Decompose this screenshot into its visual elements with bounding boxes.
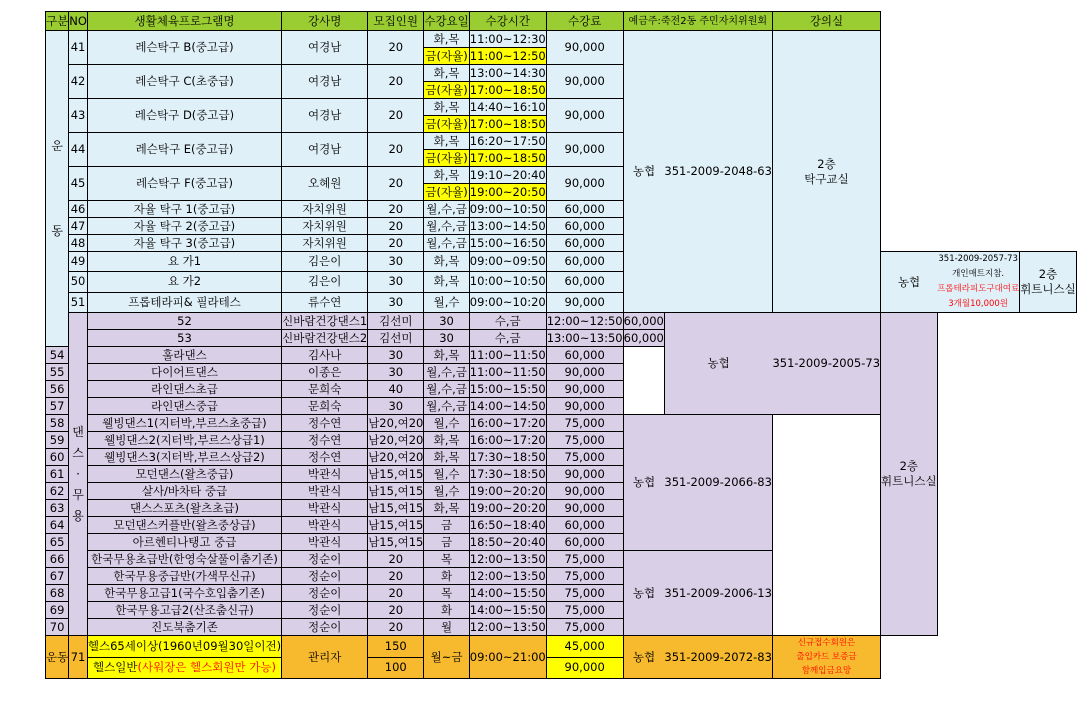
header-capacity: 모집인원 bbox=[368, 12, 424, 31]
cell-program: 레슨탁구 C(초중급) bbox=[87, 65, 281, 99]
cell-no: 45 bbox=[69, 167, 88, 201]
category-char: 동 bbox=[51, 223, 63, 238]
gym-note: 신규접수회원은 bbox=[797, 638, 856, 648]
cell-days: 월,수,금 bbox=[424, 364, 469, 381]
cell-no: 62 bbox=[46, 483, 69, 500]
cell-capacity: 20 bbox=[368, 551, 424, 568]
cell-fee: 90,000 bbox=[546, 483, 623, 500]
cell-instructor: 자치위원 bbox=[282, 218, 368, 235]
cell-fee: 90,000 bbox=[546, 292, 623, 312]
cell-instructor: 정수연 bbox=[282, 415, 368, 432]
cell-days: 화,목 bbox=[424, 99, 469, 116]
cell-time: 17:30~18:50 bbox=[469, 466, 546, 481]
cell-capacity: 20 bbox=[368, 99, 424, 133]
cell-time: 11:00~11:50 bbox=[469, 347, 546, 362]
room-name: 휘트니스실 bbox=[1020, 282, 1076, 296]
cell-capacity: 20 bbox=[368, 585, 424, 602]
cell-time: 12:00~12:50 bbox=[546, 313, 623, 328]
cell-fee: 60,000 bbox=[546, 235, 623, 252]
cell-program: 레슨탁구 F(중고급) bbox=[87, 167, 281, 201]
cell-time: 18:50~20:40 bbox=[469, 534, 546, 549]
cell-days: 화,목 bbox=[424, 133, 469, 150]
cell-time-self: 17:00~18:50 bbox=[469, 116, 546, 131]
cell-bank: 농협 bbox=[881, 252, 938, 313]
cell-no: 41 bbox=[69, 31, 88, 65]
cell-instructor: 자치위원 bbox=[282, 235, 368, 252]
cell-fee: 60,000 bbox=[546, 272, 623, 292]
cell-instructor: 정순이 bbox=[282, 619, 368, 636]
cell-capacity: 20 bbox=[368, 31, 424, 65]
cell-program: 살사/바차타 중급 bbox=[87, 483, 281, 500]
cell-no: 64 bbox=[46, 517, 69, 534]
cell-fee: 90,000 bbox=[546, 364, 623, 381]
cell-program: 프롭테라피& 필라테스 bbox=[87, 292, 281, 312]
cell-program: 레슨탁구 B(중고급) bbox=[87, 31, 281, 65]
note-rental-fee: 3개월10,000원 bbox=[948, 299, 1009, 309]
cell-fee: 60,000 bbox=[623, 330, 664, 345]
cell-time: 16:50~18:40 bbox=[469, 517, 546, 532]
cell-time-self: 19:00~20:50 bbox=[469, 184, 546, 199]
cell-fee: 60,000 bbox=[623, 313, 664, 328]
cell-fee: 75,000 bbox=[546, 619, 623, 636]
cell-days: 화 bbox=[424, 568, 469, 585]
category-char: 댄 bbox=[72, 424, 84, 439]
cell-bank: 농협 bbox=[623, 31, 664, 313]
table-row bbox=[46, 99, 1077, 116]
cell-program: 댄스스포츠(왈츠초급) bbox=[87, 500, 281, 517]
cell-capacity: 20 bbox=[368, 133, 424, 167]
table-row bbox=[46, 65, 1077, 82]
cell-instructor: 자치위원 bbox=[282, 201, 368, 218]
cell-capacity: 남20,여20 bbox=[368, 432, 424, 447]
cell-days: 화 bbox=[424, 602, 469, 619]
table-row bbox=[46, 167, 1077, 184]
cell-program: 신바람건강댄스2 bbox=[282, 330, 368, 345]
cell-days: 월,수,금 bbox=[424, 201, 469, 218]
cell-days: 금 bbox=[424, 534, 469, 551]
cell-time: 19:00~20:20 bbox=[469, 483, 546, 498]
cell-time: 14:40~16:10 bbox=[469, 99, 546, 114]
room-floor: 2층 bbox=[817, 156, 836, 171]
cell-no: 49 bbox=[69, 252, 88, 272]
cell-time: 13:00~14:50 bbox=[469, 218, 546, 233]
cell-instructor: 김선미 bbox=[368, 313, 424, 330]
cell-fee: 60,000 bbox=[546, 517, 623, 534]
room-name: 휘트니스실 bbox=[881, 474, 937, 488]
table-row bbox=[46, 235, 1077, 252]
cell-time: 13:00~14:30 bbox=[469, 65, 546, 80]
cell-instructor: 정순이 bbox=[282, 585, 368, 602]
cell-program: 레슨탁구 E(중고급) bbox=[87, 133, 281, 167]
cell-instructor: 박관식 bbox=[282, 517, 368, 534]
cell-days: 월,수 bbox=[424, 466, 469, 483]
cell-days: 화,목 bbox=[424, 65, 469, 82]
table-row-gym bbox=[46, 636, 1077, 658]
cell-program: 자율 탁구 2(중고급) bbox=[87, 218, 281, 235]
cell-no: 58 bbox=[46, 415, 69, 432]
cell-capacity: 20 bbox=[368, 201, 424, 218]
cell-no: 66 bbox=[46, 551, 69, 568]
gym-note: 함께입금요망 bbox=[801, 666, 852, 676]
cell-instructor: 여경남 bbox=[282, 31, 368, 65]
cell-capacity: 40 bbox=[368, 381, 424, 398]
gym-general-label: 헬스일반 bbox=[93, 660, 138, 675]
table-row bbox=[46, 31, 1077, 48]
cell-days: 월,수 bbox=[424, 292, 469, 312]
cell-days: 월,수,금 bbox=[424, 381, 469, 398]
cell-days: 월 bbox=[424, 619, 469, 636]
cell-fee: 75,000 bbox=[546, 602, 623, 619]
cell-time-self: 17:00~18:50 bbox=[469, 82, 546, 97]
header-program: 생활체육프로그램명 bbox=[87, 12, 281, 31]
cell-instructor: 김선미 bbox=[368, 330, 424, 347]
note-rental: 프롭테라피도구대여료 bbox=[937, 284, 1020, 294]
table-row bbox=[46, 252, 1077, 272]
cell-account: 351-2009-2006-13 bbox=[664, 551, 772, 636]
cell-days: 목 bbox=[424, 585, 469, 602]
cell-room bbox=[1020, 252, 1077, 313]
cell-time: 12:00~13:50 bbox=[469, 619, 546, 634]
cell-bank: 농협 bbox=[664, 313, 772, 415]
cell-program: 모던댄스(왈츠중급) bbox=[87, 466, 281, 483]
cell-account: 351-2009-2072-83 bbox=[664, 636, 772, 679]
cell-program: 요 가1 bbox=[87, 252, 281, 272]
cell-time: 12:00~13:50 bbox=[469, 568, 546, 583]
cell-days: 화,목 bbox=[424, 432, 469, 449]
cell-capacity: 20 bbox=[368, 218, 424, 235]
cell-no: 54 bbox=[46, 347, 69, 364]
cell-capacity: 20 bbox=[368, 619, 424, 636]
cell-fee: 60,000 bbox=[546, 218, 623, 235]
cell-fee: 90,000 bbox=[546, 99, 623, 133]
cell-instructor: 정수연 bbox=[282, 432, 368, 449]
cell-fee: 90,000 bbox=[546, 381, 623, 398]
cell-program: 신바람건강댄스1 bbox=[282, 313, 368, 328]
cell-time: 17:30~18:50 bbox=[469, 449, 546, 464]
cell-time: 11:00~12:30 bbox=[469, 31, 546, 46]
cell-days: 수,금 bbox=[469, 330, 546, 347]
cell-capacity: 남20,여20 bbox=[368, 415, 424, 430]
cell-program: 한국무용중급반(가색무신규) bbox=[87, 568, 281, 585]
cell-bank: 농협 bbox=[623, 636, 664, 679]
category-char: · bbox=[76, 466, 80, 481]
cell-capacity: 30 bbox=[368, 252, 424, 272]
category-char: 무 bbox=[72, 487, 84, 502]
cell-no: 67 bbox=[46, 568, 69, 585]
cell-time: 09:00~21:00 bbox=[469, 636, 546, 679]
cell-program: 모던댄스커플반(왈츠중상급) bbox=[87, 517, 281, 534]
cell-days: 금 bbox=[424, 517, 469, 534]
cell-days: 월,수 bbox=[424, 415, 469, 432]
cell-days: 화,목 bbox=[424, 167, 469, 184]
cell-account: 351-2009-2048-63 bbox=[664, 31, 772, 313]
cell-capacity: 30 bbox=[424, 330, 469, 347]
cell-days: 목 bbox=[424, 551, 469, 568]
cell-fee: 60,000 bbox=[546, 201, 623, 218]
cell-no: 47 bbox=[69, 218, 88, 235]
cell-no: 55 bbox=[46, 364, 69, 381]
cell-instructor: 정수연 bbox=[282, 449, 368, 466]
cell-days: 월~금 bbox=[424, 636, 469, 679]
cell-instructor: 김은이 bbox=[282, 252, 368, 272]
cell-capacity: 30 bbox=[424, 313, 469, 330]
cell-program: 라인댄스중급 bbox=[87, 398, 281, 415]
cell-days: 화,목 bbox=[424, 272, 469, 292]
cell-no: 53 bbox=[87, 330, 281, 347]
cell-instructor: 여경남 bbox=[282, 65, 368, 99]
cell-instructor: 김은이 bbox=[282, 272, 368, 292]
table-row bbox=[46, 133, 1077, 150]
cell-time: 16:20~17:50 bbox=[469, 133, 546, 148]
cell-no: 50 bbox=[69, 272, 88, 292]
cell-account: 351-2009-2066-83 bbox=[664, 415, 772, 551]
cell-time: 13:00~13:50 bbox=[546, 330, 623, 345]
cell-instructor: 여경남 bbox=[282, 133, 368, 167]
cell-instructor: 김사나 bbox=[282, 347, 368, 364]
cell-bank: 농협 bbox=[623, 551, 664, 636]
cell-capacity: 30 bbox=[368, 398, 424, 415]
cell-capacity: 30 bbox=[368, 364, 424, 381]
cell-no: 69 bbox=[46, 602, 69, 619]
cell-days: 화,목 bbox=[424, 449, 469, 466]
cell-program: 자율 탁구 1(중고급) bbox=[87, 201, 281, 218]
cell-fee: 60,000 bbox=[546, 252, 623, 272]
cell-instructor: 박관식 bbox=[282, 483, 368, 500]
cell-program: 한국무용고급1(국수호입춤기존) bbox=[87, 585, 281, 602]
cell-no: 61 bbox=[46, 466, 69, 483]
cell-time: 09:00~10:50 bbox=[469, 201, 546, 216]
cell-days: 월,수,금 bbox=[424, 398, 469, 415]
cell-time: 10:00~10:50 bbox=[469, 272, 546, 292]
cell-time: 19:00~20:20 bbox=[469, 500, 546, 515]
cell-fee: 90,000 bbox=[546, 657, 623, 679]
cell-time-self: 11:00~12:50 bbox=[469, 48, 546, 63]
header-deposit: 예금주:죽전2동 주민자치위원회 bbox=[623, 12, 772, 31]
cell-fee: 90,000 bbox=[546, 466, 623, 483]
cell-time: 15:00~15:50 bbox=[469, 381, 546, 396]
cell-fee: 75,000 bbox=[546, 415, 623, 432]
cell-fee: 75,000 bbox=[546, 585, 623, 602]
cell-no: 48 bbox=[69, 235, 88, 252]
cell-fee: 90,000 bbox=[546, 398, 623, 415]
cell-days: 화,목 bbox=[424, 252, 469, 272]
cell-days: 화,목 bbox=[424, 500, 469, 517]
header-time: 수강시간 bbox=[469, 12, 546, 31]
cell-capacity: 20 bbox=[368, 602, 424, 619]
cell-days-self: 금(자율) bbox=[425, 116, 468, 131]
cell-program: 레슨탁구 D(중고급) bbox=[87, 99, 281, 133]
category-gym: 운동 bbox=[46, 636, 69, 679]
cell-no: 63 bbox=[46, 500, 69, 517]
cell-fee: 90,000 bbox=[546, 500, 623, 517]
cell-program: 웰빙댄스1(지터박,부르스초중급) bbox=[87, 415, 281, 432]
cell-no: 56 bbox=[46, 381, 69, 398]
cell-program: 웰빙댄스3(지터박,부르스상급2) bbox=[87, 449, 281, 466]
cell-days-self: 금(자율) bbox=[425, 150, 468, 165]
cell-fee: 75,000 bbox=[546, 568, 623, 585]
cell-capacity: 30 bbox=[368, 292, 424, 312]
cell-capacity: 남15,여15 bbox=[368, 500, 424, 515]
cell-days: 수,금 bbox=[469, 313, 546, 330]
header-room: 강의실 bbox=[772, 12, 880, 31]
cell-no: 42 bbox=[69, 65, 88, 99]
cell-days: 월,수 bbox=[424, 483, 469, 500]
cell-program: 요 가2 bbox=[87, 272, 281, 292]
cell-time: 16:00~17:20 bbox=[469, 415, 546, 430]
cell-no: 57 bbox=[46, 398, 69, 415]
cell-instructor: 박관식 bbox=[282, 534, 368, 551]
cell-days-self: 금(자율) bbox=[425, 82, 468, 97]
category-char: 스 bbox=[72, 445, 84, 460]
account-number: 351-2009-2057-73 bbox=[938, 254, 1018, 264]
cell-no: 60 bbox=[46, 449, 69, 466]
cell-time: 09:00~09:50 bbox=[469, 252, 546, 272]
cell-no: 51 bbox=[69, 292, 88, 312]
cell-days: 화,목 bbox=[424, 347, 469, 364]
note-mat: 개인매트지참. bbox=[952, 269, 1005, 279]
cell-program bbox=[87, 657, 281, 679]
category-gap bbox=[46, 154, 68, 224]
gym-shower-note: (사워장은 헬스회원만 가능) bbox=[137, 660, 276, 675]
category-dance bbox=[69, 313, 88, 636]
cell-account: 351-2009-2005-73 bbox=[772, 313, 880, 415]
cell-time: 09:00~10:20 bbox=[469, 292, 546, 312]
cell-capacity: 20 bbox=[368, 235, 424, 252]
cell-room bbox=[772, 31, 880, 313]
cell-fee: 75,000 bbox=[546, 449, 623, 466]
table-row-gym-sub bbox=[46, 657, 1077, 679]
cell-no: 43 bbox=[69, 99, 88, 133]
cell-days-self: 금(자율) bbox=[425, 48, 468, 63]
category-char: 운 bbox=[51, 138, 63, 153]
cell-time: 14:00~15:50 bbox=[469, 602, 546, 617]
cell-bank: 농협 bbox=[623, 415, 664, 551]
cell-time-self: 17:00~18:50 bbox=[469, 150, 546, 165]
cell-gym-notes bbox=[772, 636, 880, 679]
cell-instructor: 류수연 bbox=[282, 292, 368, 312]
cell-fee: 60,000 bbox=[546, 534, 623, 551]
cell-capacity: 30 bbox=[368, 347, 424, 364]
cell-days-self: 금(자율) bbox=[425, 184, 468, 199]
cell-days: 월,수,금 bbox=[424, 218, 469, 235]
header-instructor: 강사명 bbox=[282, 12, 368, 31]
cell-program: 웰빙댄스2(지터박,부르스상급1) bbox=[87, 432, 281, 449]
cell-program: 한국무용초급반(한영숙살풀이춤기존) bbox=[87, 551, 281, 568]
cell-no: 59 bbox=[46, 432, 69, 449]
cell-capacity: 20 bbox=[368, 167, 424, 201]
cell-instructor: 문희숙 bbox=[282, 381, 368, 398]
cell-days: 월,수,금 bbox=[424, 235, 469, 252]
cell-instructor: 문희숙 bbox=[282, 398, 368, 415]
cell-time: 12:00~13:50 bbox=[469, 551, 546, 566]
cell-capacity: 남20,여20 bbox=[368, 449, 424, 464]
cell-no: 68 bbox=[46, 585, 69, 602]
category-char: 용 bbox=[72, 508, 84, 523]
cell-no: 52 bbox=[87, 313, 281, 330]
cell-room bbox=[881, 313, 938, 636]
cell-capacity: 남15,여15 bbox=[368, 517, 424, 532]
cell-fee: 90,000 bbox=[546, 65, 623, 99]
cell-program: 아르헨티나탱고 중급 bbox=[87, 534, 281, 551]
cell-fee: 90,000 bbox=[546, 133, 623, 167]
cell-program: 자율 탁구 3(중고급) bbox=[87, 235, 281, 252]
cell-capacity: 20 bbox=[368, 65, 424, 99]
cell-instructor: 여경남 bbox=[282, 99, 368, 133]
cell-fee: 60,000 bbox=[546, 347, 623, 364]
room-name: 탁구교실 bbox=[804, 171, 849, 186]
cell-time: 19:10~20:40 bbox=[469, 167, 546, 182]
room-floor: 2층 bbox=[899, 459, 919, 473]
cell-no: 65 bbox=[46, 534, 69, 551]
cell-time: 15:00~16:50 bbox=[469, 235, 546, 250]
gym-note: 출입카드 보증금 bbox=[796, 652, 857, 662]
cell-capacity: 20 bbox=[368, 568, 424, 585]
cell-capacity: 남15,여15 bbox=[368, 534, 424, 549]
cell-fee: 75,000 bbox=[546, 551, 623, 568]
cell-no: 44 bbox=[69, 133, 88, 167]
cell-instructor: 정순이 bbox=[282, 602, 368, 619]
cell-program: 훌라댄스 bbox=[87, 347, 281, 364]
program-table bbox=[45, 11, 1077, 679]
header-category: 구분 bbox=[46, 12, 69, 31]
cell-program: 진도북춤기존 bbox=[87, 619, 281, 636]
table-row bbox=[46, 218, 1077, 235]
cell-no: 70 bbox=[46, 619, 69, 636]
cell-program: 다이어트댄스 bbox=[87, 364, 281, 381]
cell-instructor: 오혜원 bbox=[282, 167, 368, 201]
cell-fee: 90,000 bbox=[546, 167, 623, 201]
cell-fee: 45,000 bbox=[546, 636, 623, 658]
cell-fee: 75,000 bbox=[546, 432, 623, 449]
cell-time: 11:00~11:50 bbox=[469, 364, 546, 379]
cell-time: 16:00~17:20 bbox=[469, 432, 546, 447]
header-row bbox=[46, 12, 1077, 31]
cell-instructor: 박관식 bbox=[282, 466, 368, 483]
table-row bbox=[46, 201, 1077, 218]
category-exercise bbox=[46, 31, 69, 347]
cell-instructor: 이종은 bbox=[282, 364, 368, 381]
cell-capacity: 남15,여15 bbox=[368, 483, 424, 498]
cell-instructor: 정순이 bbox=[282, 551, 368, 568]
cell-capacity: 150 bbox=[368, 636, 424, 658]
header-fee: 수강료 bbox=[546, 12, 623, 31]
cell-account-notes bbox=[937, 252, 1020, 313]
cell-capacity: 30 bbox=[368, 272, 424, 292]
cell-no: 71 bbox=[69, 636, 88, 679]
cell-capacity: 100 bbox=[368, 657, 424, 679]
cell-instructor: 박관식 bbox=[282, 500, 368, 517]
cell-instructor: 관리자 bbox=[282, 636, 368, 679]
cell-program: 한국무용고급2(산조춤신규) bbox=[87, 602, 281, 619]
header-no: NO bbox=[69, 12, 88, 31]
cell-program: 헬스65세이상(1960년09월30일이전) bbox=[87, 636, 281, 658]
cell-time: 14:00~15:50 bbox=[469, 585, 546, 600]
cell-instructor: 정순이 bbox=[282, 568, 368, 585]
cell-fee: 90,000 bbox=[546, 31, 623, 65]
table-row bbox=[46, 313, 1077, 330]
cell-no: 46 bbox=[69, 201, 88, 218]
cell-program: 라인댄스초급 bbox=[87, 381, 281, 398]
header-days: 수강요일 bbox=[424, 12, 469, 31]
room-floor: 2층 bbox=[1038, 267, 1058, 281]
cell-time: 14:00~14:50 bbox=[469, 398, 546, 413]
cell-capacity: 남15,여15 bbox=[368, 466, 424, 481]
cell-days: 화,목 bbox=[424, 31, 469, 48]
